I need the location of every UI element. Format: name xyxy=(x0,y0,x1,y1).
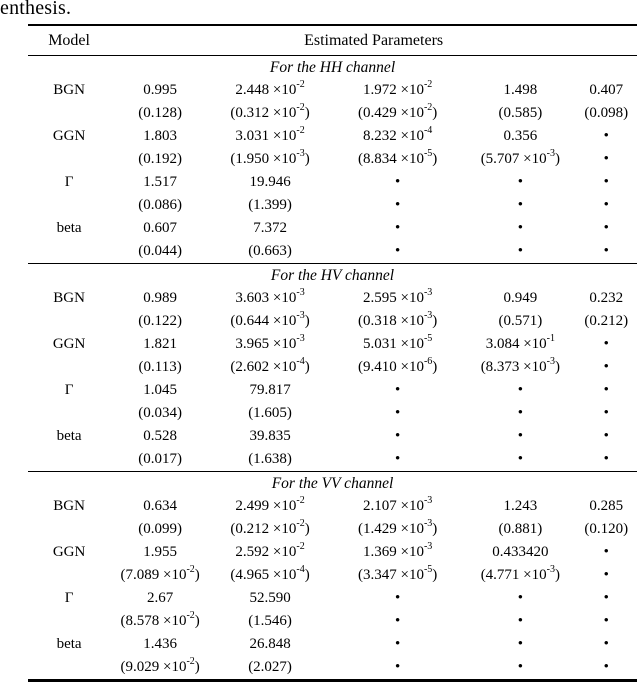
estimate-value: $1.972 \times 10^{-2}$ xyxy=(362,79,433,98)
std-error-row xyxy=(28,310,637,333)
estimate-value: $3.031 \times 10^{-2}$ xyxy=(235,125,305,144)
model-column-header: Model xyxy=(28,25,110,56)
estimate-value: 52.590 xyxy=(249,590,291,606)
estimate-value: $2.448 \times 10^{-2}$ xyxy=(235,79,305,98)
model-label-spacer xyxy=(28,564,110,587)
estimate-value: 0.528 xyxy=(143,428,178,444)
std-error-row xyxy=(28,402,637,425)
std-error-value: (0.881) xyxy=(498,521,543,537)
std-error-value: (0.212) xyxy=(584,313,629,329)
estimate-value: 0.285 xyxy=(589,498,624,514)
model-label-spacer xyxy=(28,310,110,333)
std-error-value: (1.546) xyxy=(248,613,292,629)
std-error-value: • xyxy=(395,451,401,467)
estimate-value: 0.407 xyxy=(589,82,624,98)
model-label-spacer xyxy=(28,402,110,425)
std-error-value: • xyxy=(603,405,609,421)
std-error-value: (0.098) xyxy=(584,105,629,121)
std-error-value: (0.120) xyxy=(584,521,629,537)
model-label: GGN xyxy=(52,128,86,144)
table-header-row xyxy=(28,25,637,56)
model-label-spacer xyxy=(28,102,110,125)
estimated-parameters-column-header: Estimated Parameters xyxy=(110,25,637,56)
model-label-spacer xyxy=(28,148,110,171)
estimate-value: • xyxy=(395,174,401,190)
std-error-value: (0.663) xyxy=(248,243,292,259)
std-error-value: $(4.771 \times 10^{-3})$ xyxy=(480,564,560,583)
estimate-value: $3.603 \times 10^{-3}$ xyxy=(235,287,305,306)
std-error-value: (0.099) xyxy=(138,521,183,537)
estimate-value: • xyxy=(603,636,609,652)
std-error-value: • xyxy=(517,243,523,259)
std-error-value: (0.034) xyxy=(138,405,183,421)
std-error-value: (0.044) xyxy=(138,243,183,259)
std-error-value: • xyxy=(395,197,401,213)
std-error-value: $(0.318 \times 10^{-3})$ xyxy=(357,310,438,329)
std-error-value: • xyxy=(517,613,523,629)
model-label-spacer xyxy=(28,656,110,681)
estimate-value: $8.232 \times 10^{-4}$ xyxy=(362,125,433,144)
estimate-value: 79.817 xyxy=(249,382,291,398)
std-error-value: $(8.834 \times 10^{-5})$ xyxy=(357,148,438,167)
estimate-row xyxy=(28,495,637,518)
model-label: beta xyxy=(56,220,82,236)
model-label-spacer xyxy=(28,356,110,379)
channel-section-title-row xyxy=(28,56,637,80)
model-label: beta xyxy=(56,428,82,444)
std-error-value: (0.192) xyxy=(138,151,183,167)
estimate-row xyxy=(28,541,637,564)
estimate-value: • xyxy=(603,174,609,190)
std-error-row xyxy=(28,448,637,472)
std-error-value: • xyxy=(603,613,609,629)
std-error-value: • xyxy=(517,197,523,213)
model-label-spacer xyxy=(28,240,110,264)
std-error-value: $(0.312 \times 10^{-2})$ xyxy=(230,102,310,121)
estimate-value: 0.232 xyxy=(589,290,624,306)
std-error-value: $(1.429 \times 10^{-3})$ xyxy=(357,518,438,537)
channel-section-title-row xyxy=(28,264,637,288)
estimate-value: 19.946 xyxy=(249,174,291,190)
model-label-spacer xyxy=(28,448,110,472)
model-label: GGN xyxy=(52,544,86,560)
table-caption-fragment: enthesis. xyxy=(0,0,72,19)
estimated-parameters-table xyxy=(28,24,637,682)
estimate-row xyxy=(28,333,637,356)
estimate-value: $3.965 \times 10^{-3}$ xyxy=(235,333,305,352)
std-error-value: • xyxy=(603,659,609,675)
std-error-value: • xyxy=(395,659,401,675)
std-error-value: • xyxy=(517,451,523,467)
estimate-value: • xyxy=(395,382,401,398)
estimate-value: 39.835 xyxy=(249,428,291,444)
estimate-value: 1.803 xyxy=(143,128,178,144)
estimate-value: 1.821 xyxy=(143,336,178,352)
estimate-value: • xyxy=(517,382,523,398)
std-error-row xyxy=(28,518,637,541)
std-error-row xyxy=(28,148,637,171)
estimate-value: 0.356 xyxy=(503,128,538,144)
estimate-row xyxy=(28,125,637,148)
channel-section-title: For the HH channel xyxy=(269,59,396,76)
std-error-value: (0.571) xyxy=(498,313,543,329)
estimate-value: 1.498 xyxy=(503,82,538,98)
model-label-spacer xyxy=(28,610,110,633)
std-error-value: $(1.950 \times 10^{-3})$ xyxy=(230,148,310,167)
std-error-value: • xyxy=(395,243,401,259)
std-error-row xyxy=(28,564,637,587)
estimate-row xyxy=(28,633,637,656)
estimate-value: 0.433420 xyxy=(492,544,549,560)
estimate-value: 0.995 xyxy=(143,82,178,98)
estimate-value: • xyxy=(603,428,609,444)
estimate-value: 1.243 xyxy=(503,498,538,514)
estimate-value: 1.045 xyxy=(143,382,178,398)
model-label: GGN xyxy=(52,336,86,352)
std-error-value: $(9.029 \times 10^{-2})$ xyxy=(120,656,200,675)
model-label: Γ xyxy=(64,590,74,606)
std-error-value: $(0.644 \times 10^{-3})$ xyxy=(230,310,310,329)
estimate-row xyxy=(28,587,637,610)
estimate-value: • xyxy=(603,128,609,144)
estimate-value: $3.084 \times 10^{-1}$ xyxy=(485,333,555,352)
estimate-value: 0.989 xyxy=(143,290,178,306)
std-error-value: (0.128) xyxy=(138,105,183,121)
std-error-value: $(9.410 \times 10^{-6})$ xyxy=(357,356,438,375)
std-error-row xyxy=(28,656,637,681)
estimate-row xyxy=(28,79,637,102)
estimate-value: • xyxy=(395,636,401,652)
estimate-value: • xyxy=(395,590,401,606)
std-error-value: $(5.707 \times 10^{-3})$ xyxy=(480,148,560,167)
estimate-value: $2.107 \times 10^{-3}$ xyxy=(362,495,433,514)
std-error-row xyxy=(28,240,637,264)
std-error-value: • xyxy=(603,567,609,583)
channel-section-title-row xyxy=(28,472,637,496)
estimate-value: 7.372 xyxy=(253,220,287,236)
estimate-value: • xyxy=(603,220,609,236)
channel-section-title: For the HV channel xyxy=(28,264,637,288)
estimate-value: 2.67 xyxy=(147,590,174,606)
std-error-row xyxy=(28,194,637,217)
estimate-value: 0.607 xyxy=(143,220,178,236)
std-error-value: $(4.965 \times 10^{-4})$ xyxy=(230,564,310,583)
std-error-value: • xyxy=(395,405,401,421)
estimate-value: 1.517 xyxy=(143,174,178,190)
std-error-value: • xyxy=(603,197,609,213)
std-error-value: (1.605) xyxy=(248,405,292,421)
estimate-value: • xyxy=(517,590,523,606)
model-label: BGN xyxy=(53,290,85,306)
estimate-row xyxy=(28,217,637,240)
std-error-value: $(7.089 \times 10^{-2})$ xyxy=(120,564,200,583)
estimate-value: • xyxy=(603,336,609,352)
estimate-value: $2.499 \times 10^{-2}$ xyxy=(235,495,305,514)
std-error-value: (0.122) xyxy=(138,313,183,329)
std-error-value: (0.585) xyxy=(498,105,543,121)
estimate-value: • xyxy=(603,544,609,560)
estimate-row xyxy=(28,171,637,194)
estimate-value: $5.031 \times 10^{-5}$ xyxy=(362,333,433,352)
model-label: Γ xyxy=(64,382,74,398)
estimate-row xyxy=(28,425,637,448)
model-label-spacer xyxy=(28,194,110,217)
std-error-value: (0.086) xyxy=(138,197,183,213)
std-error-value: (1.399) xyxy=(248,197,292,213)
estimate-value: $1.369 \times 10^{-3}$ xyxy=(362,541,433,560)
model-label: BGN xyxy=(53,498,85,514)
estimate-value: 26.848 xyxy=(249,636,291,652)
model-label: beta xyxy=(56,636,82,652)
estimate-row xyxy=(28,379,637,402)
std-error-value: $(0.212 \times 10^{-2})$ xyxy=(230,518,310,537)
std-error-value: • xyxy=(395,613,401,629)
std-error-value: $(8.373 \times 10^{-3})$ xyxy=(480,356,560,375)
std-error-value: • xyxy=(603,451,609,467)
std-error-row xyxy=(28,610,637,633)
std-error-value: • xyxy=(603,151,609,167)
std-error-value: $(2.602 \times 10^{-4})$ xyxy=(230,356,310,375)
std-error-value: $(0.429 \times 10^{-2})$ xyxy=(357,102,438,121)
std-error-value: $(3.347 \times 10^{-5})$ xyxy=(357,564,438,583)
std-error-value: • xyxy=(517,659,523,675)
estimate-value: 0.634 xyxy=(143,498,178,514)
estimate-value: 1.436 xyxy=(143,636,178,652)
std-error-value: (0.113) xyxy=(138,359,182,375)
estimate-value: $2.592 \times 10^{-2}$ xyxy=(235,541,305,560)
estimate-value: • xyxy=(517,636,523,652)
estimate-value: 1.955 xyxy=(143,544,178,560)
std-error-row xyxy=(28,102,637,125)
estimate-value: • xyxy=(517,428,523,444)
estimate-value: • xyxy=(517,220,523,236)
model-label-spacer xyxy=(28,518,110,541)
std-error-value: (1.638) xyxy=(248,451,292,467)
std-error-value: • xyxy=(603,359,609,375)
std-error-value: (0.017) xyxy=(138,451,183,467)
model-label: Γ xyxy=(64,174,74,190)
channel-section-title: For the VV channel xyxy=(28,472,637,496)
estimate-value: • xyxy=(395,220,401,236)
model-label: BGN xyxy=(53,82,85,98)
std-error-value: • xyxy=(517,405,523,421)
std-error-value: (2.027) xyxy=(248,659,292,675)
std-error-row xyxy=(28,356,637,379)
estimate-value: $2.595 \times 10^{-3}$ xyxy=(362,287,433,306)
estimate-value: • xyxy=(517,174,523,190)
estimate-value: • xyxy=(395,428,401,444)
estimate-row xyxy=(28,287,637,310)
std-error-value: • xyxy=(603,243,609,259)
estimate-value: • xyxy=(603,382,609,398)
estimate-value: 0.949 xyxy=(503,290,538,306)
estimate-value: • xyxy=(603,590,609,606)
std-error-value: $(8.578 \times 10^{-2})$ xyxy=(120,610,200,629)
